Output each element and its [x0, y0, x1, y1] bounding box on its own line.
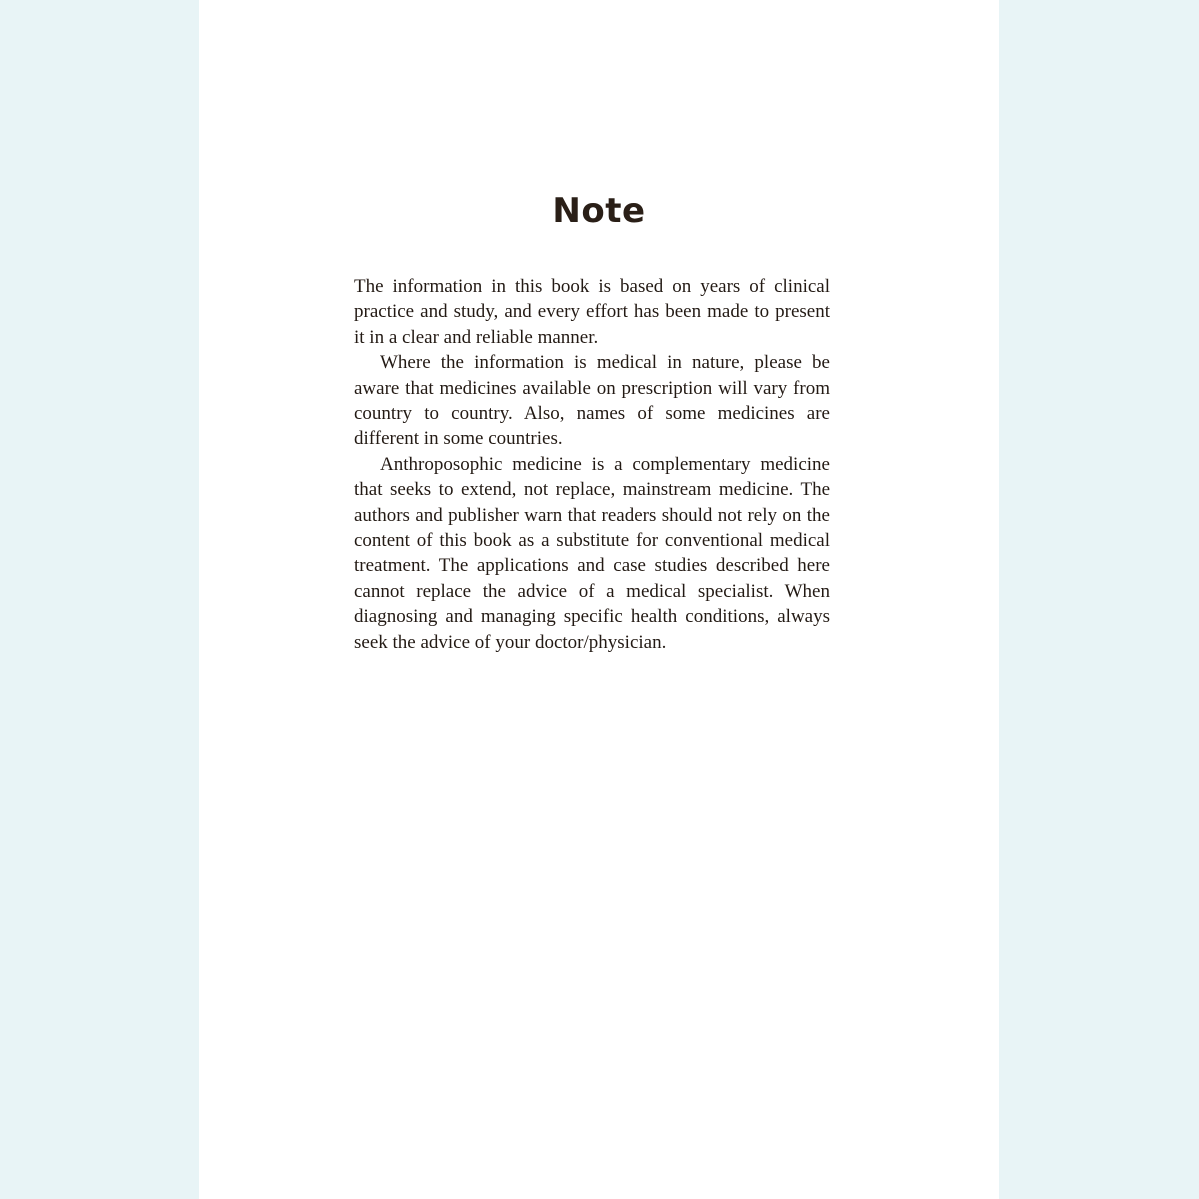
note-body: [354, 274, 830, 655]
paragraph-2: Where the information is medical in nature, please be aware that medicines available on prescription will vary from country to country. Also, names of some medicines are different in some countries.: [354, 352, 830, 450]
page-title: Note: [552, 191, 646, 231]
paragraph-1: The information in this book is based on years of clinical practice and study, and every effort has been made to present it in a clear and reliable manner.: [354, 276, 830, 348]
document-page: [199, 0, 999, 1199]
paragraph-3: Anthroposophic medicine is a complementary medicine that seeks to extend, not replace, mainstream medicine. The authors and publisher warn that readers should not rely on the content of this book as a substitute for conventional medical treatment. The applications and case studies described here cannot replace the advice of a medical specialist. When diagnosing and managing specific health conditions, always seek the advice of your doctor/physician.: [354, 453, 830, 653]
